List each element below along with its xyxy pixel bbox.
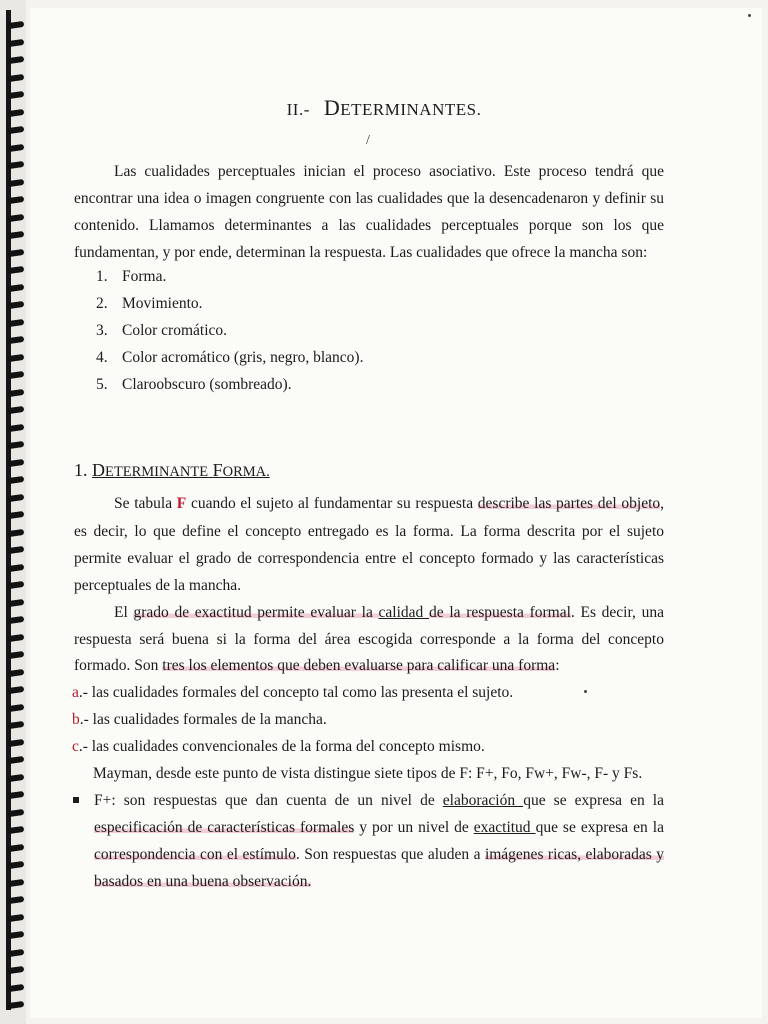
page-title <box>0 95 768 121</box>
quality-text: Color cromático. <box>122 322 228 339</box>
section-title-initial-2: F <box>212 460 223 480</box>
quality-item-4 <box>96 348 656 368</box>
text-run: El <box>114 604 134 621</box>
text-run: y por un nivel de <box>354 819 474 836</box>
section-title <box>92 460 270 480</box>
spiral-coil <box>8 511 25 519</box>
highlighted-text: de la respuesta formal <box>429 604 571 621</box>
fplus-line-1 <box>94 791 664 811</box>
spiral-coil <box>8 581 25 589</box>
p2-line-2: respuesta será buena si la forma del área escogida corresponde a la forma del concepto <box>74 631 664 648</box>
handwritten-mark: / <box>366 133 370 148</box>
spiral-coil <box>8 406 25 414</box>
criterion-a <box>72 683 662 703</box>
text-run: : <box>555 657 560 674</box>
spiral-coil <box>8 966 25 974</box>
quality-number: 3. <box>96 322 108 339</box>
text-run: que se expresa en la <box>523 792 664 809</box>
intro-line-1: Las cualidades perceptuales inician el proceso asociativo. Este proceso tendrá que <box>114 163 664 180</box>
text-run: . Es decir, una <box>570 604 664 621</box>
spiral-coil <box>8 56 25 64</box>
criterion-text: .- las cualidades formales del concepto tal como las presenta el sujeto. <box>78 684 514 701</box>
spiral-coil <box>8 231 25 239</box>
fplus-line-2 <box>94 818 664 838</box>
underlined-text: calidad <box>378 604 429 621</box>
highlighted-text: tres los elementos que deben evaluarse para calificar una forma <box>162 657 556 674</box>
title-number: II.- <box>286 100 310 119</box>
quality-item-3 <box>96 321 656 341</box>
bullet-icon <box>73 797 79 803</box>
section-number: 1. <box>74 460 88 480</box>
section-heading <box>74 460 270 481</box>
highlighted-text: imágenes ricas, elaboradas y <box>484 846 665 863</box>
p2-line-1 <box>74 603 664 623</box>
spiral-coil <box>8 196 25 204</box>
title-initial: D <box>323 95 341 120</box>
spiral-coil <box>8 476 25 484</box>
highlighted-text: describe las partes del objeto <box>477 495 661 512</box>
intro-line-3: contenido. Llamamos determinantes a las cualidades perceptuales porque son los que <box>74 217 664 234</box>
section-title-mid: ETERMINANTE <box>105 464 209 480</box>
quality-number: 4. <box>96 349 108 366</box>
title-rest: ETERMINANTES. <box>340 100 482 119</box>
criterion-text: .- las cualidades formales de la mancha. <box>79 711 327 728</box>
spiral-coil <box>8 896 25 904</box>
spiral-coil <box>8 21 25 29</box>
section-title-initial: D <box>92 460 105 480</box>
text-run: que se expresa en la <box>535 819 664 836</box>
criterion-letter: b <box>72 711 80 728</box>
text-run: F+: son respuestas que dan cuenta de un nivel de <box>94 792 443 809</box>
spiral-coil <box>8 1001 25 1009</box>
criterion-letter: a <box>72 684 79 701</box>
stray-mark <box>748 14 751 17</box>
highlighted-text: correspondencia con el estímulo <box>94 846 296 863</box>
mayman-line: Mayman, desde este punto de vista distingue siete tipos de F: F+, Fo, Fw+, Fw-, F- y Fs. <box>93 765 643 782</box>
quality-number: 1. <box>96 268 108 285</box>
quality-item-2 <box>96 294 656 314</box>
quality-item-1 <box>96 267 656 287</box>
f-symbol: F <box>176 495 187 512</box>
spiral-coil <box>8 301 25 309</box>
spiral-coil <box>8 161 25 169</box>
criterion-b <box>72 710 662 730</box>
text-run: formado. Son <box>74 657 163 674</box>
quality-text: Forma. <box>122 268 167 285</box>
highlighted-text: basados en una buena observación. <box>94 873 312 890</box>
spiral-coil <box>8 931 25 939</box>
intro-line-2: encontrar una idea o imagen congruente con las cualidades que la desencadenaron y definir su <box>74 190 664 207</box>
section-title-rest: ORMA. <box>222 464 270 480</box>
stray-mark <box>584 690 587 693</box>
spiral-coil <box>8 721 25 729</box>
text-run: cuando el sujeto al fundamentar su respuesta <box>186 495 478 512</box>
underlined-text: exactitud <box>473 819 536 836</box>
criterion-text: .- las cualidades convencionales de la forma del concepto mismo. <box>78 738 485 755</box>
text-run: , <box>660 495 665 512</box>
quality-text: Movimiento. <box>122 295 203 312</box>
spiral-binding <box>0 0 26 1024</box>
spiral-coil <box>8 266 25 274</box>
highlighted-text: especificación de características formales <box>94 819 355 836</box>
highlighted-text: grado de exactitud permite evaluar la <box>133 604 379 621</box>
spiral-coil <box>8 686 25 694</box>
text-run: Se tabula <box>114 495 177 512</box>
underlined-text: elaboración <box>442 792 524 809</box>
text-run: . Son respuestas que aluden a <box>295 846 485 863</box>
spiral-coil <box>8 651 25 659</box>
spiral-coil <box>8 546 25 554</box>
intro-line-4: fundamentan, y por ende, determinan la respuesta. Las cualidades que ofrece la mancha son: <box>74 244 648 261</box>
spiral-coil <box>8 371 25 379</box>
spiral-coil <box>8 441 25 449</box>
fplus-line-4 <box>94 872 684 892</box>
p1-line-2: es decir, lo que define el concepto entregado es la forma. La forma descrita por el sujeto <box>74 523 664 540</box>
spiral-coil <box>8 826 25 834</box>
spiral-coil <box>8 756 25 764</box>
spiral-coil <box>8 336 25 344</box>
binding-edge <box>6 10 11 1010</box>
quality-number: 2. <box>96 295 108 312</box>
p1-line-3: permite evaluar el grado de correspondencia entre el concepto formado y las características <box>74 550 664 567</box>
criterion-c <box>72 737 662 757</box>
fplus-line-3 <box>94 845 664 865</box>
p1-line-1 <box>74 494 664 514</box>
spiral-coil <box>8 791 25 799</box>
criterion-letter: c <box>72 738 79 755</box>
quality-item-5 <box>96 375 656 395</box>
p1-line-4: perceptuales de la mancha. <box>74 577 241 594</box>
quality-text: Color acromático (gris, negro, blanco). <box>122 349 364 366</box>
quality-text: Claroobscuro (sombreado). <box>122 376 292 393</box>
spiral-coil <box>8 616 25 624</box>
spiral-coil <box>8 126 25 134</box>
p2-line-3 <box>74 656 664 676</box>
spiral-coil <box>8 861 25 869</box>
quality-number: 5. <box>96 376 108 393</box>
